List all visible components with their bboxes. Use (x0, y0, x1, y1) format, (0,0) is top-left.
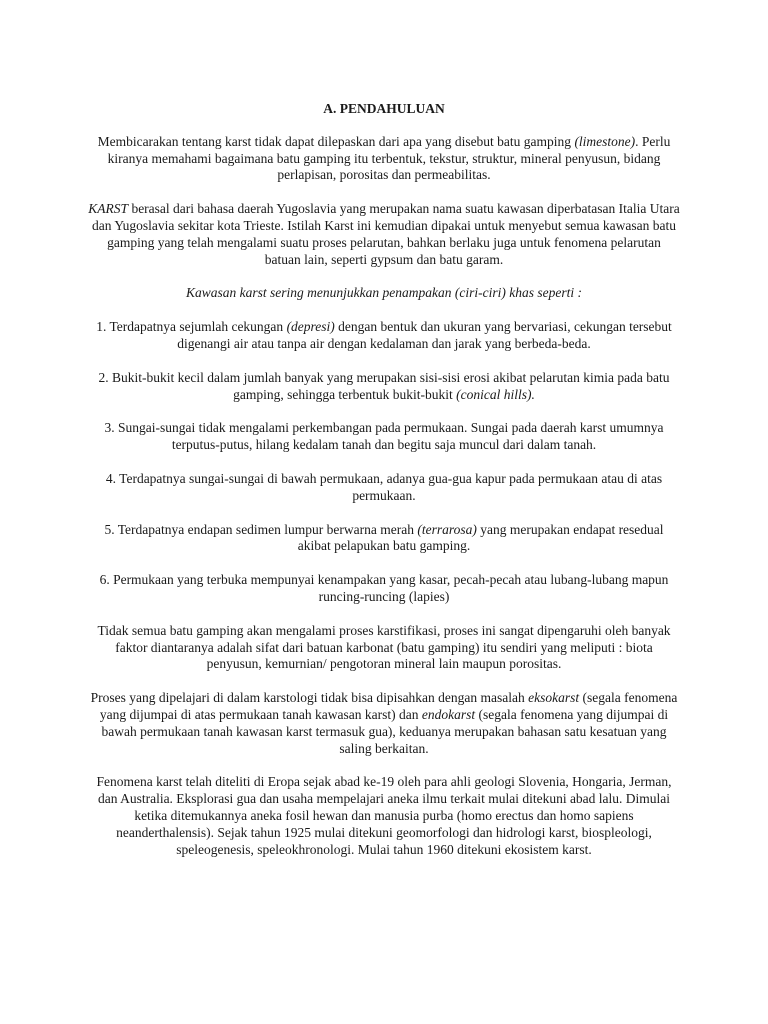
list-item-5-text-1: 5. Terdapatnya endapan sedimen lumpur berwarna merah (104, 521, 418, 537)
paragraph-karstification: Tidak semua batu gamping akan mengalami proses karstifikasi, proses ini sangat dipengaruhi oleh banyak faktor diantaranya adalah sifat dari batuan karbonat (batu gamping) itu sendiri yang meliputi : biota penyusun, kemurnian/ pengotoran mineral lain maupun porositas. (97, 622, 671, 672)
paragraph-karstology-text-1: Proses yang dipelajari di dalam karstologi tidak bisa dipisahkan dengan masalah (90, 690, 529, 706)
list-item-1-text-2: dengan bentuk dan ukuran yang bervariasi, cekungan tersebut digenangi air atau tanpa air dengan kedalaman dan jarak yang berbeda-beda. (177, 319, 672, 351)
list-item-3: 3. Sungai-sungai tidak mengalami perkembangan pada permukaan. Sungai pada daerah karst umumnya terputus-putus, hilang kedalam tanah dan begitu saja muncul dari dalam tanah. (104, 420, 664, 453)
endokarst-term: endokarst (421, 706, 476, 722)
list-item-2-text: 2. Bukit-bukit kecil dalam jumlah banyak yang merupakan sisi-sisi erosi akibat pelarutan kimia pada batu gamping, sehingga terbentuk bukit-bukit (98, 369, 670, 402)
list-item-6: 6. Permukaan yang terbuka mempunyai kenampakan yang kasar, pecah-pecah atau lubang-lubang mapun runcing-runcing (lapies) (99, 572, 669, 604)
paragraph-intro-text-1: Membicarakan tentang karst tidak dapat dilepaskan dari apa yang disebut batu gamping (97, 133, 575, 149)
paragraph-karstology-text-3: (segala fenomena yang dijumpai di bawah permukaan tanah kawasan karst termasuk gua), keduanya merupakan bahasan satu kesatuan yang saling berkaitan. (101, 706, 669, 756)
list-item-1 (88, 319, 680, 353)
paragraph-karstology-text-2: (segala fenomena yang dijumpai di atas permukaan tanah kawasan karst) dan (99, 690, 678, 722)
eksokarst-term: eksokarst (528, 690, 580, 706)
list-item-4: 4. Terdapatnya sungai-sungai di bawah permukaan, adanya gua-gua kapur pada permukaan atau di atas permukaan. (105, 470, 663, 503)
karst-term: KARST (88, 201, 129, 217)
characteristics-intro-text: Kawasan karst sering menunjukkan penampakan (ciri-ciri) khas seperti : (186, 285, 582, 301)
paragraph-karst-definition (88, 201, 680, 268)
paragraph-characteristics-intro (88, 285, 680, 302)
list-item-5 (88, 522, 680, 556)
paragraph-intro-term: (limestone) (574, 133, 636, 149)
list-item-5-text-2: yang merupakan endapat resedual akibat pelapukan batu gamping. (297, 521, 664, 554)
list-item-1-text-1: 1. Terdapatnya sejumlah cekungan (96, 319, 287, 335)
paragraph-history: Fenomena karst telah diteliti di Eropa sejak abad ke-19 oleh para ahli geologi Slovenia, Hongaria, Jerman, dan Australia. Eksplorasi gua dan usaha mempelajari aneka ilmu terkait mulai ditekuni abad lalu. Dimulai ketika ditemukannya aneka fosil hewan dan manusia purba (homo erectus dan homo sapiens neanderthalensis). Sejak tahun 1925 mulai ditekuni geomorfologi dan hidrologi karst, biospleologi, speleogenesis, speleokhronologi. Mulai tahun 1960 ditekuni ekosistem karst. (96, 774, 672, 857)
list-item-2 (88, 370, 680, 404)
list-item-2-term: (conical hills). (456, 386, 535, 402)
paragraph-karst-definition-text: berasal dari bahasa daerah Yugoslavia yang merupakan nama suatu kawasan diperbatasan Italia Utara dan Yugoslavia sekitar kota Trieste. Istilah Karst ini kemudian dipakai untuk menyebut semua kawasan batu gamping yang telah mengalami suatu proses pelarutan, bahkan berlaku juga untuk fenomena pelarutan batuan lain, seperti gypsum dan batu garam. (91, 201, 680, 267)
paragraph-intro-text-2: . Perlu kiranya memahami bagaimana batu gamping itu terbentuk, tekstur, struktur, mineral penyusun, bidang perlapisan, porositas dan permeabilitas. (107, 133, 671, 183)
list-item-1-term: (depresi) (286, 319, 335, 335)
list-item-5-term: (terrarosa) (417, 521, 477, 537)
paragraph-intro (88, 134, 680, 184)
document-page (88, 101, 680, 875)
paragraph-karstology (88, 690, 680, 757)
section-heading: A. PENDAHULUAN (323, 101, 445, 116)
